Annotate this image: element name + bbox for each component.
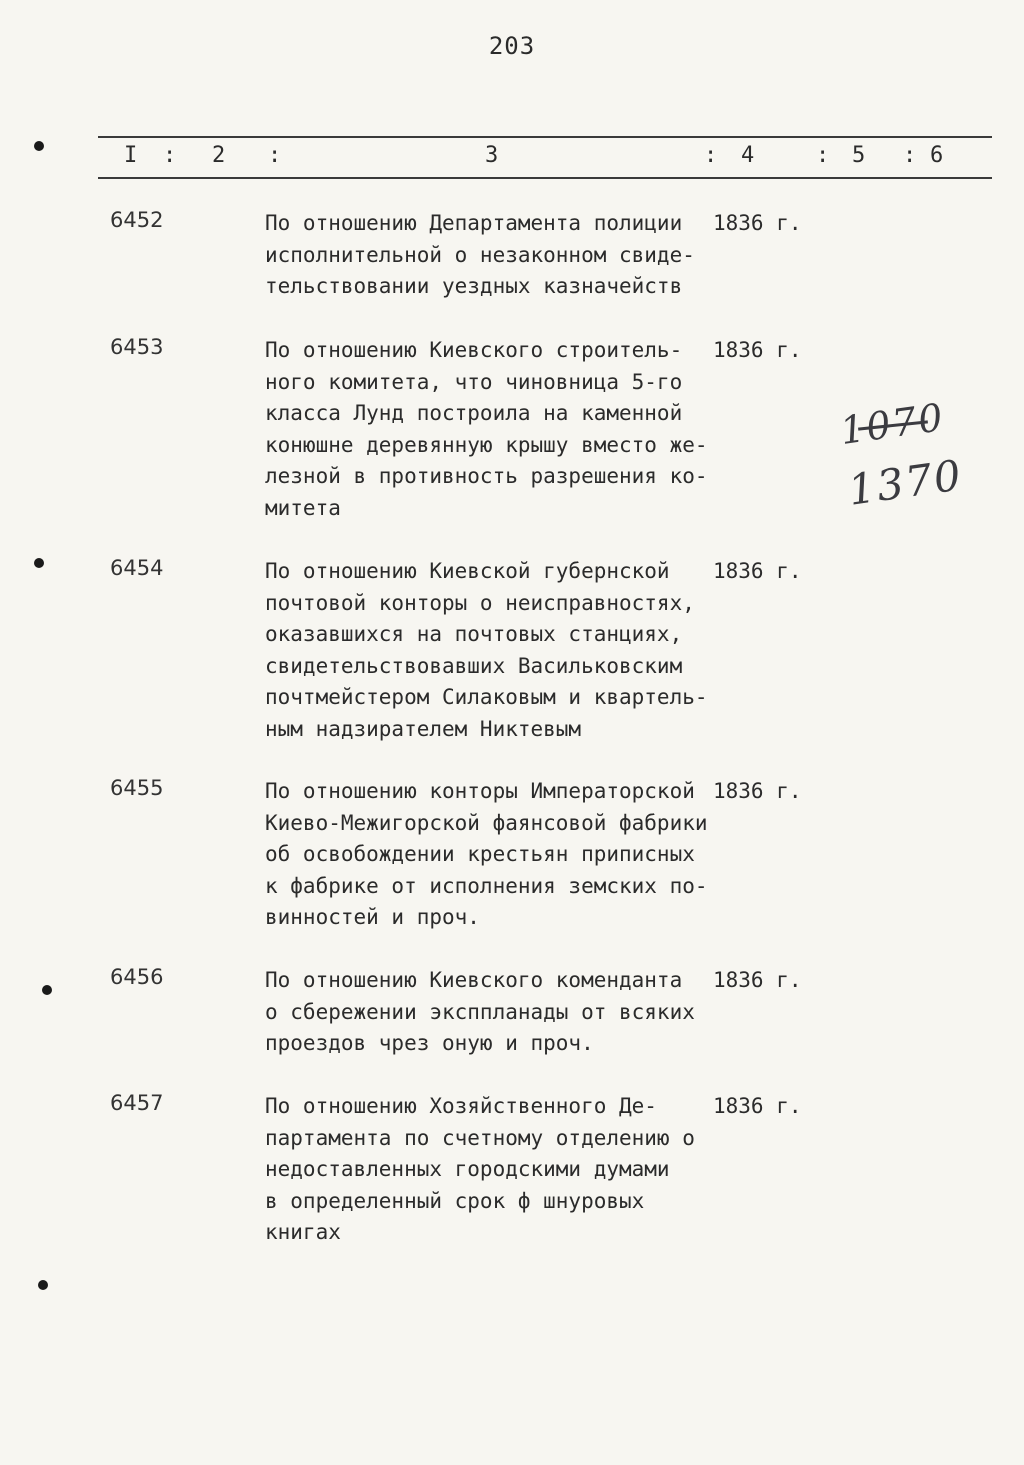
description-line: тельствовании уездных казначейств <box>265 274 683 298</box>
description-line: По отношению Киевского строитель- <box>265 338 683 362</box>
entry-year: 1836 г. <box>713 559 802 583</box>
entry-year: 1836 г. <box>713 1094 802 1118</box>
column-separator: : <box>704 143 718 168</box>
handwritten-annotation-new: 1370 <box>845 450 966 515</box>
entry-number: 6456 <box>110 965 164 989</box>
description-line: оказавшихся на почтовых станциях, <box>265 622 683 646</box>
header-top-rule <box>98 136 992 138</box>
description-line: лезной в противность разрешения ко- <box>265 464 708 488</box>
column-header-3: 3 <box>485 143 499 168</box>
column-header-6: 6 <box>930 143 944 168</box>
description-line: ным надзирателем Никтевым <box>265 716 582 741</box>
description-line: в определенный срок ф шнуровых <box>265 1188 645 1213</box>
description-line: свидетельствовавших Васильковским <box>265 653 683 678</box>
entry-description <box>265 1091 725 1249</box>
column-header-5: 5 <box>852 143 866 168</box>
punch-hole-dot <box>34 141 44 151</box>
description-line: винностей и проч. <box>265 905 480 929</box>
entry-description <box>265 208 725 303</box>
description-line: почтовой конторы о неисправностях, <box>265 590 695 615</box>
description-line: о сбережении эксппланады от всяких <box>265 999 695 1024</box>
punch-hole-dot <box>42 985 52 995</box>
entry-year: 1836 г. <box>713 779 802 803</box>
column-separator: : <box>816 143 830 168</box>
description-line: проездов чрез оную и проч. <box>265 1031 594 1055</box>
entry-description <box>265 556 725 745</box>
punch-hole-dot <box>38 1280 48 1290</box>
description-line: По отношению Департамента полиции <box>265 211 683 235</box>
column-header-4: 4 <box>741 143 755 168</box>
entry-description <box>265 776 725 934</box>
description-line: исполнительной о незаконном свиде- <box>265 242 695 267</box>
description-line: По отношению Хозяйственного Де- <box>265 1094 657 1118</box>
handwritten-annotation-old: 1070 <box>837 394 948 454</box>
description-line: Киево-Межигорской фаянсовой фабрики <box>265 810 708 835</box>
entry-number: 6452 <box>110 208 164 232</box>
description-line: недоставленных городскими думами <box>265 1157 670 1181</box>
column-header-2: 2 <box>212 143 226 168</box>
description-line: По отношению Киевского коменданта <box>265 968 683 992</box>
description-line: По отношению конторы Императорской <box>265 779 695 803</box>
entry-year: 1836 г. <box>713 338 802 362</box>
entry-year: 1836 г. <box>713 211 802 235</box>
description-line: к фабрике от исполнения земских по- <box>265 873 708 898</box>
description-line: об освобождении крестьян приписных <box>265 842 695 866</box>
description-line: партамента по счетному отделению о <box>265 1125 695 1150</box>
column-separator: : <box>903 143 917 168</box>
description-line: По отношению Киевской губернской <box>265 559 670 583</box>
description-line: класса Лунд построила на каменной <box>265 401 683 425</box>
entry-number: 6454 <box>110 556 164 580</box>
entry-year: 1836 г. <box>713 968 802 992</box>
column-separator: : <box>163 143 177 168</box>
entry-number: 6457 <box>110 1091 164 1115</box>
page-number: 203 <box>488 32 536 60</box>
entry-number: 6455 <box>110 776 164 800</box>
description-line: митета <box>265 495 341 520</box>
entry-description <box>265 335 725 524</box>
description-line: почтмейстером Силаковым и квартель- <box>265 685 708 709</box>
description-line: ного комитета, что чиновница 5-го <box>265 369 683 394</box>
description-line: конюшне деревянную крышу вместо же- <box>265 432 708 457</box>
column-header-1: I <box>124 143 138 168</box>
header-bottom-rule <box>98 177 992 179</box>
punch-hole-dot <box>34 558 44 568</box>
description-line: книгах <box>265 1220 341 1244</box>
entry-number: 6453 <box>110 335 164 359</box>
column-separator: : <box>268 143 282 168</box>
entry-description <box>265 965 725 1060</box>
